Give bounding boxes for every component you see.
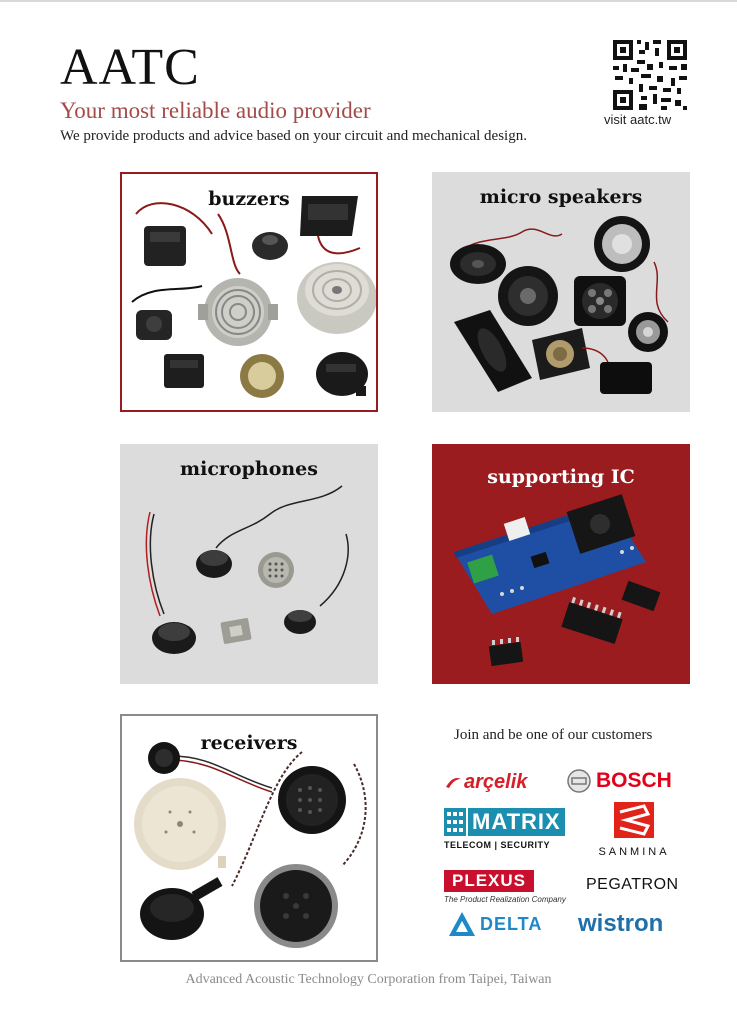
micro-speakers-title: micro speakers [479, 186, 643, 208]
sanmina-wordmark: SANMINA [598, 846, 670, 858]
delta-triangle-icon [448, 911, 476, 937]
bosch-logo [566, 766, 672, 796]
matrix-wordmark: MATRIX [468, 808, 565, 836]
footer-text: Advanced Acoustic Technology Corporation from Taipei, Taiwan [185, 972, 552, 987]
pegatron-logo [586, 876, 679, 894]
top-divider [0, 0, 737, 2]
wistron-logo [578, 910, 663, 938]
receivers-panel[interactable] [120, 714, 378, 962]
pegatron-wordmark: PEGATRON [586, 876, 679, 893]
bosch-armature-icon [566, 768, 592, 794]
matrix-grid-icon [444, 808, 466, 836]
bosch-wordmark: BOSCH [596, 769, 672, 792]
supporting-ic-panel[interactable] [432, 444, 690, 684]
tagline: Your most reliable audio provider [60, 98, 371, 123]
receivers-title: receivers [200, 732, 298, 754]
delta-logo [448, 910, 542, 938]
microphones-title: microphones [180, 458, 318, 480]
micro-speakers-panel[interactable] [432, 172, 690, 412]
matrix-logo [444, 808, 565, 850]
plexus-wordmark: PLEXUS [444, 870, 534, 892]
buzzers-panel[interactable] [120, 172, 378, 412]
intro-text: We provide products and advice based on your circuit and mechanical design. [60, 128, 527, 144]
sanmina-logo [584, 802, 684, 858]
wistron-wordmark: wistron [578, 910, 664, 937]
customers-heading: Join and be one of our customers [454, 727, 653, 743]
brand-logo-text: AATC [60, 39, 200, 96]
matrix-subtitle: TELECOM | SECURITY [444, 840, 551, 850]
microphones-panel[interactable] [120, 444, 378, 684]
supporting-ic-title: supporting IC [487, 466, 635, 488]
plexus-logo [444, 870, 566, 904]
arcelik-swoosh-icon [444, 773, 462, 791]
sanmina-s-icon [614, 802, 654, 838]
microphones-photo [120, 444, 378, 684]
qr-code-icon[interactable] [611, 38, 689, 112]
buzzers-title: buzzers [208, 188, 290, 210]
qr-caption[interactable]: visit aatc.tw [604, 112, 672, 127]
micro-speakers-photo [432, 172, 690, 412]
arcelik-wordmark: arçelik [464, 770, 528, 793]
plexus-subtitle: The Product Realization Company [444, 895, 566, 904]
arcelik-logo [444, 768, 527, 796]
delta-wordmark: DELTA [480, 913, 543, 934]
